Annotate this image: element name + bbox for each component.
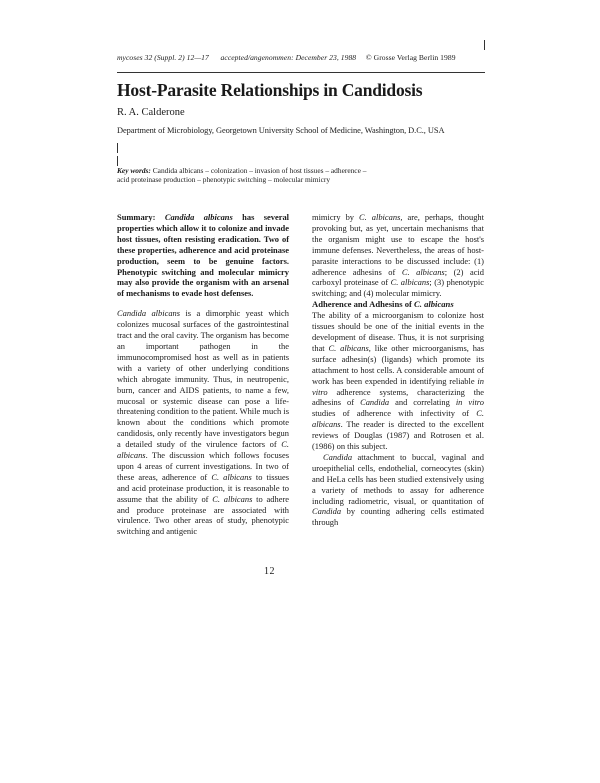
summary-organism: Candida albicans	[164, 212, 233, 222]
summary-paragraph	[117, 212, 289, 299]
intro-organism-4: C. albicans	[212, 493, 253, 504]
affiliation: Department of Microbiology, Georgetown University School of Medicine, Washington, D.C., USA	[117, 126, 445, 135]
keywords-line-1: Candida albicans – colonization – invasion of host tissues – adherence –	[152, 166, 367, 175]
keywords-line-2: acid proteinase production – phenotypic switching – molecular mimicry	[117, 175, 331, 184]
page-number: 12	[264, 566, 275, 577]
intro-organism-3: C. albicans	[211, 471, 252, 482]
adh-text-d: and correlating	[395, 397, 450, 408]
cont-organism: C. albicans	[359, 212, 401, 222]
adh-text-f: . The reader is directed to the excellent reviews of Douglas (1987) and Rotrosen et al. (1986) on this subject.	[312, 419, 484, 452]
margin-mark	[117, 156, 118, 166]
cont-text-b: , are, perhaps, thought provoking but, as yet, uncertain mechanisms that the organism might use to escape the host's immune defenses. Nevertheless, the areas of host-parasite interactions to be discussed include: (1) adherence adhesins of	[312, 212, 484, 277]
intro-text-3: to tissues and acid proteinase production, it is reasonable to assume that the ability of	[117, 471, 290, 504]
adh-text-b: , like other microorganisms, has surface adhesin(s) (ligands) which promote its attachment to host cells. A considerable amount of work has been expended in identifying reliable	[312, 342, 484, 386]
intro-paragraph	[117, 308, 289, 537]
adh-invitro-2: in vitro	[455, 397, 484, 408]
cont-organism-2: C. albicans	[401, 266, 445, 277]
journal-citation: mycoses 32 (Suppl. 2) 12—17	[117, 53, 209, 62]
adh2-text: attachment to buccal, vaginal and uroepithelial cells, endothelial, corneocytes (skin) and HeLa cells has been studied extensively using a variety of methods to assay for adherence including radiometric, visual, or quantitation of	[312, 451, 484, 506]
adherence-paragraph-1	[312, 310, 484, 452]
adh-invitro: in vitro	[312, 375, 484, 397]
left-column	[117, 212, 289, 537]
author: R. A. Calderone	[117, 107, 185, 118]
heading-prefix: Adherence and Adhesins of	[312, 299, 412, 310]
cont-text-c: ; (2) acid carboxyl proteinase of	[312, 266, 484, 288]
copyright: © Grosse Verlag Berlin 1989	[365, 53, 456, 62]
adh2-candida: Candida	[323, 451, 353, 462]
adh-text-a: The ability of a microorganism to colonize host tissues should be one of the initial events in the development of disease. Thus, it is not surprising that	[312, 310, 484, 353]
cont-text-a: mimicry by	[312, 212, 355, 222]
cont-text-d: ; (3) phenotypic switching; and (4) molecular mimicry.	[312, 277, 484, 299]
adherence-paragraph-2	[312, 452, 484, 528]
intro-organism-2: C. albicans	[117, 439, 290, 461]
crop-mark	[484, 40, 485, 50]
intro-text: is a dimorphic yeast which colonizes mucosal surfaces of the gastrointestinal tract and the oral cavity. The organism has become an important pathogen in the immunocompromised host as well as in patients with a variety of other underlying conditions which abrogate immunity. Thus, in neutropenic, burn, cancer and AIDS patients, to name a few, mucosal or systemic disease can pose a life-threatening condition to the patient. While much is known about the conditions which promote candidosis, only recently have investigators begun a detailed study of the virulence factors of	[117, 308, 289, 450]
adh2-candida-2: Candida	[312, 506, 342, 517]
intro-text-4: to adhere and produce proteinase are associated with virulence. Two other areas of study, phenotypic switching and antigenic	[117, 493, 289, 537]
header-rule	[117, 72, 485, 73]
paper-title: Host-Parasite Relationships in Candidosis	[117, 80, 423, 100]
adh-organism-2: C. albicans	[312, 408, 484, 430]
intro-organism: Candida albicans	[117, 308, 181, 319]
cont-organism-3: C. albicans	[390, 277, 430, 288]
adh-candida: Candida	[360, 397, 390, 408]
summary-label: Summary:	[117, 212, 156, 222]
keywords-label: Key words:	[117, 166, 151, 175]
right-column	[312, 212, 484, 528]
intro-text-2: . The discussion which follows focuses upon 4 areas of current investigations. In two of these areas, adherence of	[117, 450, 289, 482]
adh-organism: C. albicans	[328, 342, 369, 353]
adh-text-c: adherence systems, characterizing the adhesins of	[312, 386, 485, 408]
accepted-date: accepted/angenommen: December 23, 1988	[220, 53, 357, 62]
running-head	[117, 53, 489, 62]
intro-continuation	[312, 212, 484, 299]
section-heading-adherence	[312, 299, 484, 310]
keywords	[117, 166, 485, 184]
adh2-text-2: by counting adhering cells estimated through	[312, 506, 485, 528]
summary-text: has several properties which allow it to colonize and invade host tissues, often resisting eradication. Two of these properties, adherence and acid proteinase production, seem to be genuine factors. Phenotypic switching and molecular mimicry may also provide the organism with an arsenal of mechanisms to evade host defenses.	[117, 212, 290, 299]
adh-text-e: studies of adherence with infectivity of	[312, 408, 470, 419]
margin-mark	[117, 143, 118, 153]
heading-organism: C. albicans	[414, 299, 454, 310]
